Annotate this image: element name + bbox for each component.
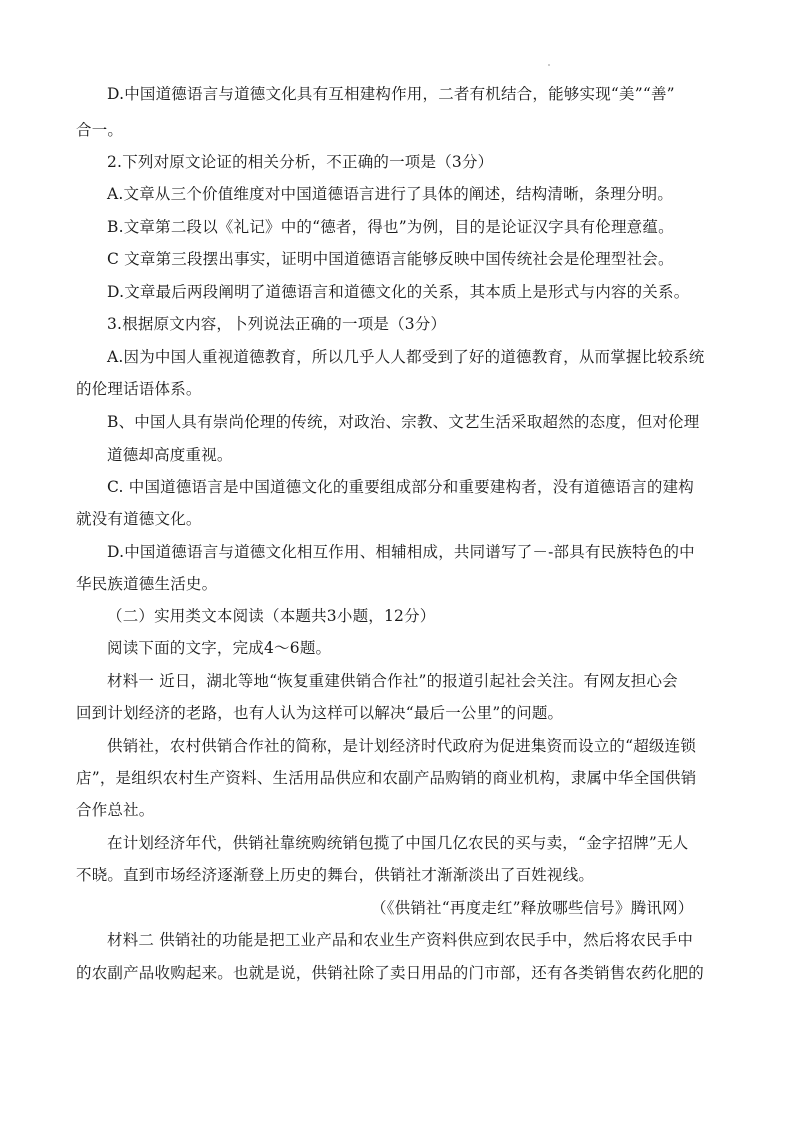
material-2-para-1-cont: 的农副产品收购起来。也就是说，供销社除了卖日用品的门市部，还有各类销售农药化肥的 <box>76 964 705 982</box>
option-3b: B、中国人具有崇尚伦理的传统，对政治、宗教、文艺生活采取超然的态度，但对伦理 <box>107 413 700 431</box>
option-1d: D.中国道德语言与道德文化具有互相建构作用，二者有机结合，能够实现“美”“善” <box>107 85 675 103</box>
material-2-para-1: 材料二 供销社的功能是把工业产品和农业生产资料供应到农民手中，然后将农民手中 <box>107 931 694 949</box>
option-3a-cont: 的伦理话语体系。 <box>76 380 202 398</box>
material-1-para-3: 在计划经济年代，供销社靠统购统销包揽了中国几亿农民的买与卖，“金字招牌”无人 <box>107 834 689 852</box>
source-citation: （《供销社“再度走红”释放哪些信号》腾讯网） <box>371 899 694 917</box>
section-heading: （二）实用类文本阅读（本题共3小题，12分） <box>107 607 436 625</box>
material-1-para-1-cont: 回到计划经济的老路，也有人认为这样可以解决“最后一公里”的问题。 <box>76 704 564 722</box>
option-3d-cont: 华民族道德生活史。 <box>76 575 218 593</box>
option-2a: A.文章从三个价值维度对中国道德语言进行了具体的阐述，结构清晰，条理分明。 <box>107 185 674 203</box>
option-3b-cont: 道德却高度重视。 <box>107 446 233 464</box>
option-3d: D.中国道德语言与道德文化相互作用、相辅相成，共同谱写了－-部具有民族特色的中 <box>107 543 695 561</box>
material-1-para-2-end: 合作总社。 <box>76 801 155 819</box>
question-3: 3.根据原文内容，卜列说法正确的一项是（3分） <box>107 315 447 333</box>
option-2b: B.文章第二段以《礼记》中的“德者，得也”为例，目的是论证汉字具有伦理意蕴。 <box>107 218 674 236</box>
material-1-para-2: 供销社，农村供销合作社的简称，是计划经济时代政府为促进集资而设立的“超级连锁 <box>107 737 697 755</box>
option-3c-cont: 就没有道德文化。 <box>76 510 202 528</box>
instruction: 阅读下面的文字，完成4～6题。 <box>107 639 332 657</box>
material-1-para-1: 材料一 近日，湖北等地“恢复重建供销合作社”的报道引起社会关注。有网友担心会 <box>107 672 678 690</box>
option-3c: C. 中国道德语言是中国道德文化的重要组成部分和重要建构者，没有道德语言的建构 <box>107 478 694 496</box>
option-3a: A.因为中国人重视道德教育，所以几乎人人都受到了好的道德教育，从而掌握比较系统 <box>107 348 705 366</box>
speck <box>548 64 550 66</box>
material-1-para-2-cont: 店”，是组织农村生产资料、生活用品供应和农副产品购销的商业机构，隶属中华全国供销 <box>76 769 697 787</box>
question-2: 2.下列对原文论证的相关分析，不正确的一项是（3分） <box>107 153 494 171</box>
option-2c: C 文章第三段摆出事实，证明中国道德语言能够反映中国传统社会是伦理型社会。 <box>107 250 674 268</box>
material-1-para-3-cont: 不晓。直到市场经济逐渐登上历史的舞台，供销社才渐渐淡出了百姓视线。 <box>76 866 595 884</box>
option-2d: D.文章最后两段阐明了道德语言和道德文化的关系，其本质上是形式与内容的关系。 <box>107 283 690 301</box>
option-1d-cont: 合一。 <box>76 121 124 139</box>
